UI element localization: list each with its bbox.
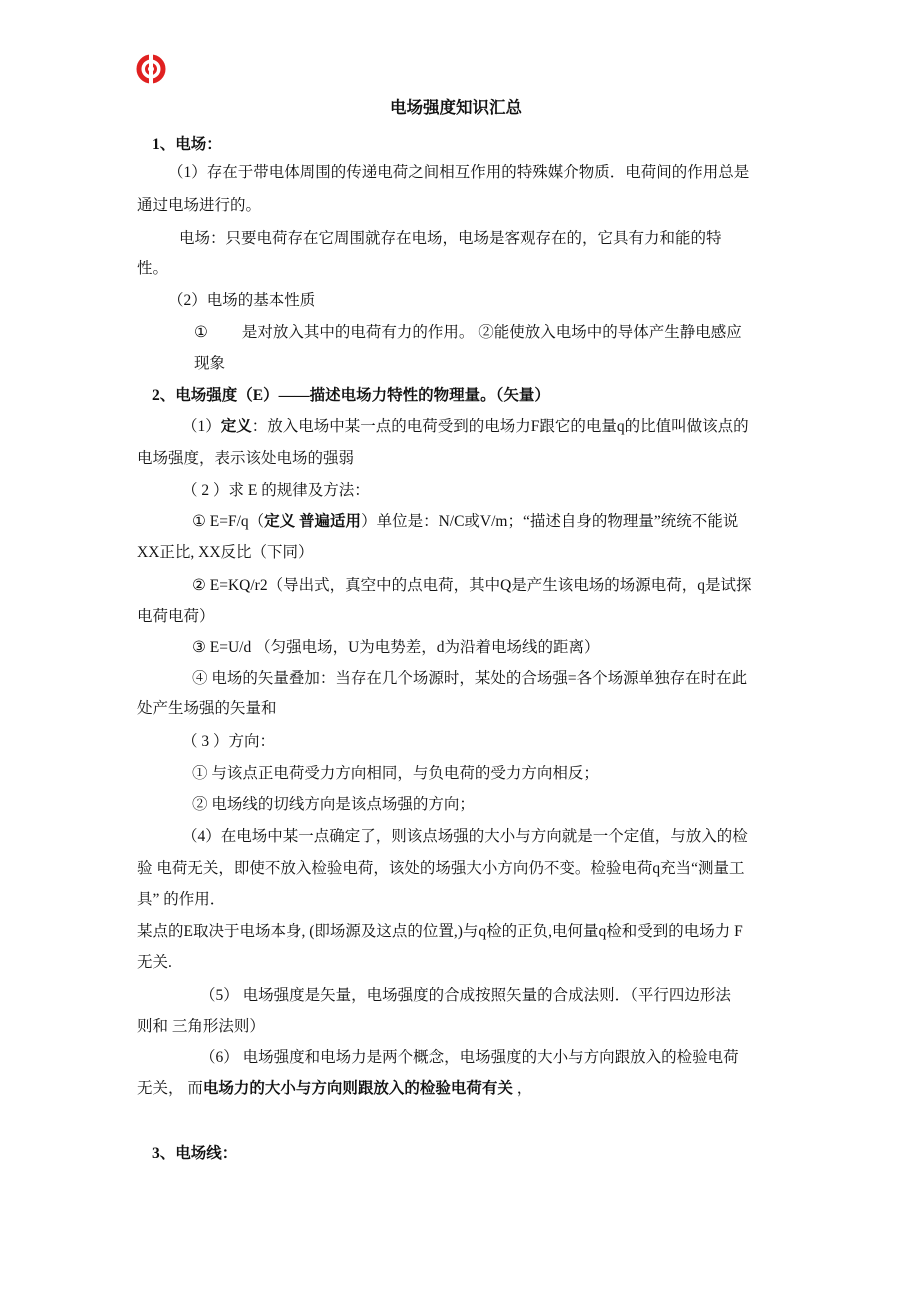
paragraph-line: 通过电场进行的。 [137, 197, 262, 214]
paragraph-line: 电荷电荷） [137, 608, 215, 625]
paragraph-line [182, 417, 749, 437]
paragraph-line: （1）存在于带电体周围的传递电荷之间相互作用的特殊媒介物质．电荷间的作用总是 [168, 164, 750, 181]
def-label: 定义 [220, 418, 252, 435]
paragraph-line: 处产生场强的矢量和 [137, 700, 277, 717]
paragraph-line [194, 323, 742, 343]
paragraph-line: （ 2 ）求 E 的规律及方法： [182, 482, 370, 499]
paragraph-line: ③ E=U/d （匀强电场，U为电势差，d为沿着电场线的距离） [192, 639, 600, 656]
page-title: 电场强度知识汇总 [390, 98, 522, 117]
paragraph-line: （6） 电场强度和电场力是两个概念，电场强度的大小与方向跟放入的检验电荷 [200, 1049, 739, 1066]
bold-text: 电场力的大小与方向则跟放入的检验电荷有关 [202, 1080, 513, 1097]
paragraph-line: 性。 [137, 260, 169, 277]
paragraph-line: ② 电场线的切线方向是该点场强的方向； [192, 796, 475, 813]
list-text: 是对放入其中的电荷有力的作用。 ②能使放入电场中的导体产生静电感应 [241, 324, 742, 341]
paragraph-line: （5） 电场强度是矢量，电场强度的合成按照矢量的合成法则．（平行四边形法 [200, 987, 731, 1004]
section-heading-3: 3、电场线： [152, 1145, 238, 1162]
section-heading-1: 1、电场： [152, 136, 222, 153]
paragraph-line: （4）在电场中某一点确定了，则该点场强的大小与方向就是一个定值，与放入的检 [182, 828, 748, 845]
paragraph-line: ① 与该点正电荷受力方向相同，与负电荷的受力方向相反； [192, 765, 599, 782]
paragraph-line: 则和 三角形法则） [137, 1018, 265, 1035]
paragraph-line: 电场强度，表示该处电场的强弱 [137, 450, 355, 467]
logo-icon [136, 54, 166, 84]
paragraph-line: 某点的E取决于电场本身, (即场源及这点的位置,)与q检的正负,电何量q检和受到的电场力 F [137, 923, 743, 940]
paragraph-line: ② E=KQ/r2（导出式，真空中的点电荷，其中Q是产生该电场的场源电荷，q是试探 [192, 577, 752, 594]
formula-text: ① E=F/q（ [192, 513, 265, 530]
paragraph-line [137, 1079, 532, 1099]
section-heading-2: 2、电场强度（E）——描述电场力特性的物理量。（矢量） [152, 387, 550, 404]
paragraph-line: 现象 [194, 355, 226, 372]
paragraph-line: ④ 电场的矢量叠加：当存在几个场源时，某处的合场强=各个场源单独存在时在此 [192, 670, 748, 687]
paragraph-line: （ 3 ）方向： [182, 733, 276, 750]
def-text: ：放入电场中某一点的电荷受到的电场力F跟它的电量q的比值叫做该点的 [251, 418, 749, 435]
text: ， [512, 1080, 533, 1097]
paragraph-line: （2）电场的基本性质 [168, 292, 316, 309]
def-prefix: （1） [182, 418, 221, 435]
paragraph-line: 电场：只要电荷存在它周围就存在电场，电场是客观存在的，它具有力和能的特 [179, 230, 722, 247]
paragraph-line: 验 电荷无关，即使不放入检验电荷，该处的场强大小方向仍不变。检验电荷q充当“测量工 [137, 860, 745, 877]
formula-bold: 定义 普遍适用 [264, 513, 362, 530]
text: 无关， 而 [137, 1080, 203, 1097]
paragraph-line [192, 512, 738, 532]
list-number: ① [194, 324, 208, 341]
paragraph-line: XX正比, XX反比（下同） [137, 544, 314, 561]
formula-text: ）单位是：N/C或V/m；“描述自身的物理量”统统不能说 [361, 513, 739, 530]
paragraph-line: 无关. [137, 954, 172, 971]
paragraph-line: 具” 的作用． [137, 891, 226, 908]
